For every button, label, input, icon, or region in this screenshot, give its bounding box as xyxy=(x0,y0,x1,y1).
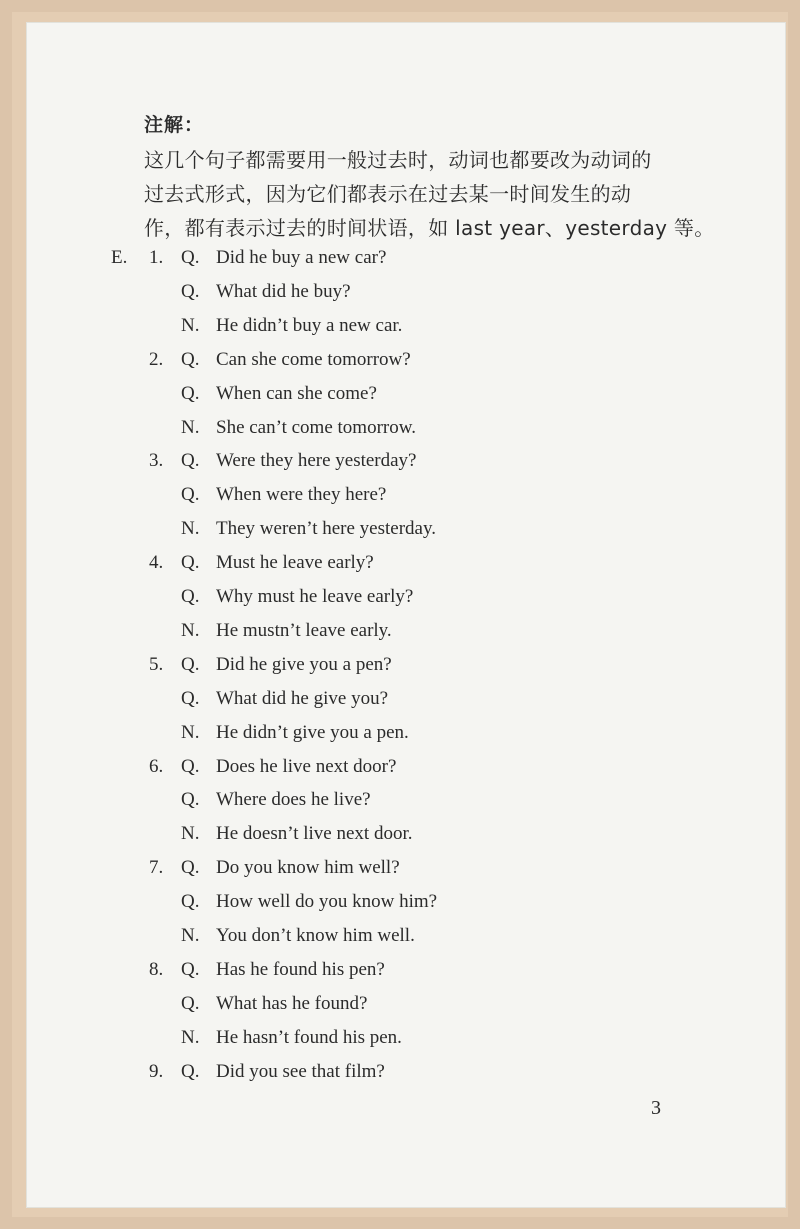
line-marker: Q. xyxy=(181,789,200,811)
sentence-text: What did he buy? xyxy=(216,280,351,302)
item-number: 7. xyxy=(149,857,164,879)
line-marker: Q. xyxy=(181,1060,200,1082)
sentence-text: They weren’t here yesterday. xyxy=(216,518,436,540)
line-marker: N. xyxy=(181,619,200,641)
book-page xyxy=(26,22,786,1208)
line-marker: Q. xyxy=(181,450,200,472)
note-line: 过去式形式，因为它们都表示在过去某一时间发生的动 xyxy=(144,182,632,206)
item-number: 9. xyxy=(149,1060,164,1082)
line-marker: N. xyxy=(181,518,200,540)
sentence-text: Were they here yesterday? xyxy=(216,450,417,472)
sentence-text: Do you know him well? xyxy=(216,857,400,879)
sentence-text: Where does he live? xyxy=(216,789,371,811)
line-marker: Q. xyxy=(181,348,200,370)
sentence-text: What has he found? xyxy=(216,992,368,1014)
line-marker: Q. xyxy=(181,484,200,506)
page-number: 3 xyxy=(651,1097,661,1119)
line-marker: Q. xyxy=(181,857,200,879)
item-number: 2. xyxy=(149,348,164,370)
sentence-text: Has he found his pen? xyxy=(216,958,385,980)
line-marker: Q. xyxy=(181,280,200,302)
line-marker: N. xyxy=(181,1026,200,1048)
line-marker: Q. xyxy=(181,891,200,913)
note-line: 这几个句子都需要用一般过去时，动词也都要改为动词的 xyxy=(144,148,652,172)
sentence-text: He mustn’t leave early. xyxy=(216,619,392,641)
item-number: 6. xyxy=(149,755,164,777)
line-marker: N. xyxy=(181,823,200,845)
sentence-text: Did you see that film? xyxy=(216,1060,385,1082)
item-number: 4. xyxy=(149,552,164,574)
line-marker: Q. xyxy=(181,653,200,675)
section-label: E. xyxy=(111,247,128,268)
sentence-text: What did he give you? xyxy=(216,687,389,709)
sentence-text: He hasn’t found his pen. xyxy=(216,1026,402,1048)
note-line: 作，都有表示过去的时间状语，如 last year、yesterday 等。 xyxy=(144,216,715,240)
sentence-text: Did he give you a pen? xyxy=(216,653,392,675)
line-marker: N. xyxy=(181,314,200,336)
line-marker: N. xyxy=(181,925,200,946)
sentence-text: Why must he leave early? xyxy=(216,586,414,607)
sentence-text: Can she come tomorrow? xyxy=(216,348,411,370)
line-marker: Q. xyxy=(181,687,200,709)
sentence-text: Must he leave early? xyxy=(216,552,374,574)
item-number: 1. xyxy=(149,247,164,268)
line-marker: N. xyxy=(181,416,200,438)
line-marker: Q. xyxy=(181,992,200,1014)
line-marker: Q. xyxy=(181,586,200,607)
note-heading: 注解： xyxy=(144,114,205,136)
item-number: 5. xyxy=(149,653,164,675)
sentence-text: When were they here? xyxy=(216,484,387,506)
sentence-text: He didn’t give you a pen. xyxy=(216,721,409,743)
sentence-text: How well do you know him? xyxy=(216,891,438,913)
sentence-text: You don’t know him well. xyxy=(216,925,415,946)
item-number: 8. xyxy=(149,958,164,980)
sentence-text: Did he buy a new car? xyxy=(216,247,387,268)
line-marker: Q. xyxy=(181,755,200,777)
line-marker: Q. xyxy=(181,958,200,980)
item-number: 3. xyxy=(149,450,164,472)
line-marker: Q. xyxy=(181,552,200,574)
sentence-text: Does he live next door? xyxy=(216,755,397,777)
sentence-text: She can’t come tomorrow. xyxy=(216,416,416,438)
line-marker: N. xyxy=(181,721,200,743)
sentence-text: When can she come? xyxy=(216,382,377,404)
sentence-text: He didn’t buy a new car. xyxy=(216,314,403,336)
line-marker: Q. xyxy=(181,382,200,404)
sentence-text: He doesn’t live next door. xyxy=(216,823,413,845)
line-marker: Q. xyxy=(181,247,200,268)
